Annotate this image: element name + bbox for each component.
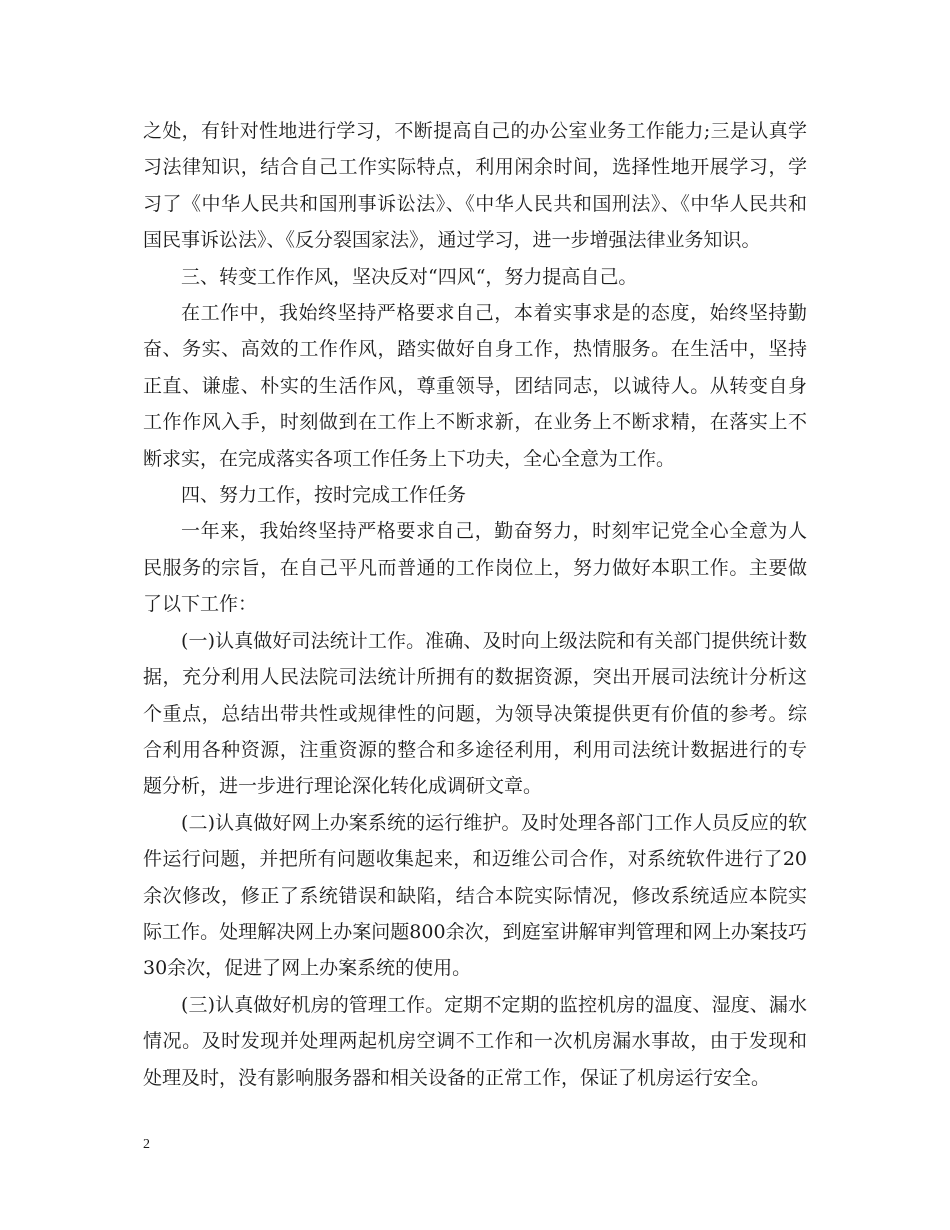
paragraph-2-heading: 三、转变工作作风，坚决反对“四风“，努力提高自己。	[181, 265, 638, 288]
paragraph-3: 在工作中，我始终坚持严格要求自己，本着实事求是的态度，始终坚持勤奋、务实、高效的工作作风，踏实做好自身工作，热情服务。在生活中，坚持正直、谦虚、朴实的生活作风，尊重领导，团结同志，以诚待人。从转变自身工作作风入手，时刻做到在工作上不断求新，在业务上不断求精，在落实上不断求实，在完成落实各项工作任务上下功夫，全心全意为工作。	[143, 302, 807, 470]
page-number: 2	[143, 1137, 150, 1152]
paragraph-8: (三)认真做好机房的管理工作。定期不定期的监控机房的温度、湿度、漏水情况。及时发现并处理两起机房空调不工作和一次机房漏水事故，由于发现和处理及时，没有影响服务器和相关设备的正常工作，保证了机房运行安全。	[143, 993, 807, 1089]
paragraph-4-heading: 四、努力工作，按时完成工作任务	[181, 484, 467, 507]
paragraph-1: 之处，有针对性地进行学习，不断提高自己的办公室业务工作能力;三是认真学习法律知识，结合自己工作实际特点，利用闲余时间，选择性地开展学习，学习了《中华人民共和国刑事诉讼法》、《中华人民共和国刑法》、《中华人民共和国民事诉讼法》、《反分裂国家法》，通过学习，进一步增强法律业务知识。	[143, 120, 807, 252]
paragraph-6: (一)认真做好司法统计工作。准确、及时向上级法院和有关部门提供统计数据，充分利用人民法院司法统计所拥有的数据资源，突出开展司法统计分析这个重点，总结出带共性或规律性的问题，为领导决策提供更有价值的参考。综合利用各种资源，注重资源的整合和多途径利用，利用司法统计数据进行的专题分析，进一步进行理论深化转化成调研文章。	[143, 629, 807, 798]
paragraph-5: 一年来，我始终坚持严格要求自己，勤奋努力，时刻牢记党全心全意为人民服务的宗旨，在自己平凡而普通的工作岗位上，努力做好本职工作。主要做了以下工作：	[143, 520, 807, 616]
document-body	[143, 113, 807, 1096]
paragraph-7: (二)认真做好网上办案系统的运行维护。及时处理各部门工作人员反应的软件运行问题，并把所有问题收集起来，和迈维公司合作，对系统软件进行了20余次修改，修正了系统错误和缺陷，结合本院实际情况，修改系统适应本院实际工作。处理解决网上办案问题800余次，到庭室讲解审判管理和网上办案技巧30余次，促进了网上办案系统的使用。	[143, 811, 807, 980]
